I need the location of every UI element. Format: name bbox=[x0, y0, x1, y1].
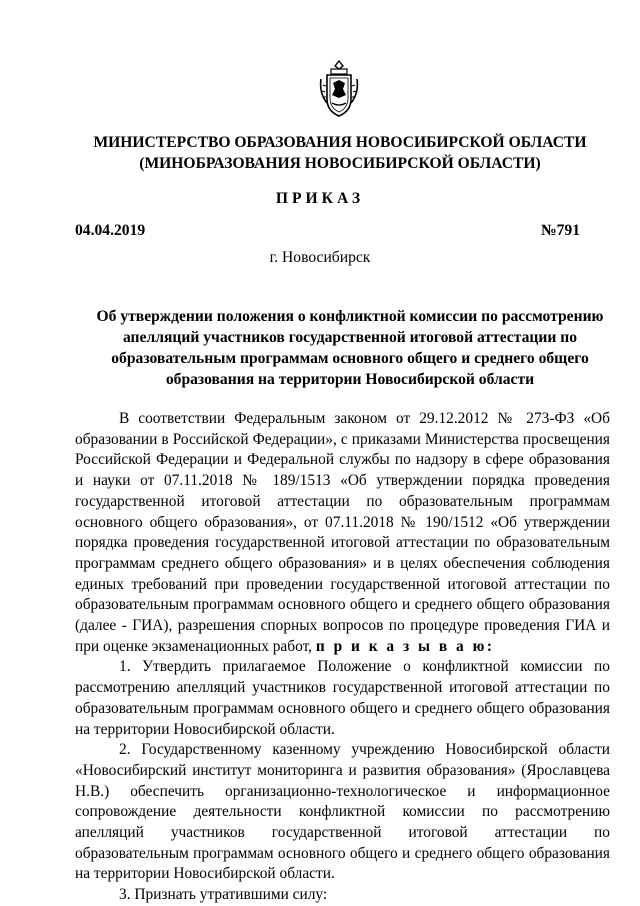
order-subject: Об утверждении положения о конфликтной комиссии по рассмотрению апелляций участников государственной итоговой аттестации по образовательным программам основного общего и среднего общего образования на территории Новосибирской области bbox=[96, 308, 604, 388]
document-type: ПРИКАЗ bbox=[275, 190, 365, 207]
item-3-paragraph: 3. Признать утратившими силу: bbox=[119, 886, 328, 904]
organization-name-line1: МИНИСТЕРСТВО ОБРАЗОВАНИЯ НОВОСИБИРСКОЙ ОБЛАСТИ bbox=[93, 134, 587, 151]
organization-name bbox=[60, 132, 620, 174]
order-body bbox=[75, 409, 610, 906]
order-number: №791 bbox=[540, 222, 580, 239]
order-date: 04.04.2019 bbox=[75, 222, 146, 239]
order-word: п р и к а з ы в а ю: bbox=[315, 637, 495, 655]
organization-name-line2: (МИНОБРАЗОВАНИЯ НОВОСИБИРСКОЙ ОБЛАСТИ) bbox=[139, 155, 541, 172]
item-2-paragraph: 2. Государственному казенному учреждению Новосибирской области «Новосибирский институт мониторинга и развития образования» (Ярославцева Н.В.) обеспечить организационно-технологическое и информационное сопровождение деятельности конфликтной комиссии по рассмотрению апелляций участников государственной итоговой аттестации по образовательным программам основного общего и среднего общего образования на территории Новосибирской области. bbox=[75, 741, 610, 883]
coat-of-arms-icon bbox=[317, 59, 361, 119]
item-1-paragraph: 1. Утвердить прилагаемое Положение о конфликтной комиссии по рассмотрению апелляций участников государственной итоговой аттестации по образовательным программам основного общего и среднего общего образования на территории Новосибирской области. bbox=[75, 658, 610, 738]
order-city: г. Новосибирск bbox=[269, 249, 371, 266]
preamble-paragraph bbox=[75, 409, 610, 657]
preamble-text: В соответствии Федеральным законом от 29.12.2012 № 273-ФЗ «Об образовании в Российской Федерации», с приказами Министерства просвещения Российской Федерации и Федеральной службы по надзору в сфере образования и науки от 07.11.2018 № 189/1513 «Об утверждении порядка проведения государственной итоговой аттестации по образовательным программам основного общего образования», от 07.11.2018 № 190/1512 «Об утверждении порядка проведения государственной итоговой аттестации по образовательным программам среднего общего образования» и в целях обеспечения соблюдения единых требований при проведении государственной итоговой аттестации по образовательным программам основного общего и среднего общего образования (далее - ГИА), разрешения спорных вопросов по процедуре проведения ГИА и при оценке экзаменационных работ, bbox=[75, 410, 610, 655]
